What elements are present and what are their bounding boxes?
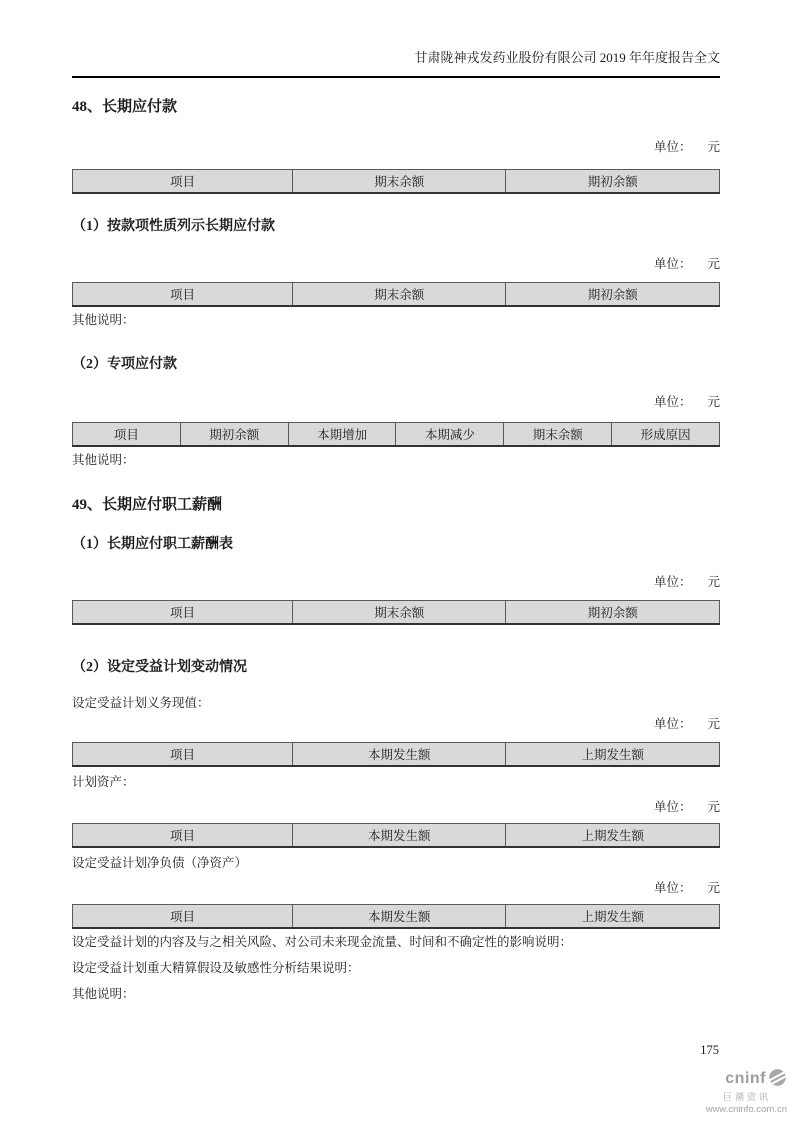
col-header-increase: 本期增加 — [288, 423, 396, 447]
unit-line — [72, 881, 720, 896]
unit-label: 单位： — [653, 881, 692, 895]
unit-label: 单位： — [653, 140, 692, 154]
col-header-ending-balance: 期末余额 — [292, 283, 506, 307]
unit-label: 单位： — [653, 257, 692, 271]
unit-line — [72, 395, 720, 410]
unit-line — [72, 257, 720, 272]
col-header-prior-period: 上期发生额 — [506, 824, 720, 848]
table-payables-by-nature — [72, 282, 720, 307]
table-header-row — [73, 905, 720, 929]
unit-value: 元 — [707, 800, 720, 814]
table-long-term-payables — [72, 169, 720, 194]
col-header-ending-balance: 期末余额 — [292, 601, 506, 625]
col-header-prior-period: 上期发生额 — [506, 905, 720, 929]
unit-value: 元 — [707, 140, 720, 154]
table-long-term-employee-pay — [72, 600, 720, 625]
unit-value: 元 — [707, 395, 720, 409]
col-header-decrease: 本期减少 — [396, 423, 504, 447]
unit-line — [72, 800, 720, 815]
col-header-current-period: 本期发生额 — [292, 905, 506, 929]
col-header-reason: 形成原因 — [612, 423, 720, 447]
table-header-row — [73, 423, 720, 447]
table-header-row — [73, 743, 720, 767]
section-49-sub1-title: （1）长期应付职工薪酬表 — [72, 537, 233, 552]
unit-label: 单位： — [653, 717, 692, 731]
table-header-row — [73, 283, 720, 307]
unit-value: 元 — [707, 717, 720, 731]
col-header-current-period: 本期发生额 — [292, 824, 506, 848]
actuarial-note: 设定受益计划重大精算假设及敏感性分析结果说明： — [72, 961, 360, 975]
unit-value: 元 — [707, 257, 720, 271]
plan-assets-label: 计划资产： — [72, 775, 135, 789]
col-header-item: 项目 — [73, 743, 293, 767]
col-header-item: 项目 — [73, 283, 293, 307]
section-49-sub2-title: （2）设定受益计划变动情况 — [72, 660, 247, 675]
table-special-payables — [72, 422, 720, 447]
unit-label: 单位： — [653, 575, 692, 589]
cninfo-logo — [695, 1068, 787, 1115]
col-header-item: 项目 — [73, 601, 293, 625]
col-header-item: 项目 — [73, 170, 293, 194]
other-note: 其他说明： — [72, 987, 135, 1001]
section-48-sub2-title: （2）专项应付款 — [72, 357, 177, 372]
defined-benefit-obligation-label: 设定受益计划义务现值： — [72, 696, 210, 710]
cninfo-brand-text: cninf — [725, 1070, 766, 1087]
col-header-item: 项目 — [73, 905, 293, 929]
doc-header — [72, 50, 720, 78]
section-49-title: 49、长期应付职工薪酬 — [72, 497, 223, 513]
table-header-row — [73, 601, 720, 625]
col-header-prior-period: 上期发生额 — [506, 743, 720, 767]
unit-line — [72, 717, 720, 732]
unit-label: 单位： — [653, 395, 692, 409]
other-note: 其他说明： — [72, 453, 135, 467]
table-header-row — [73, 824, 720, 848]
table-net-liability — [72, 904, 720, 929]
col-header-current-period: 本期发生额 — [292, 743, 506, 767]
other-note: 其他说明： — [72, 313, 135, 327]
col-header-beginning-balance: 期初余额 — [506, 283, 720, 307]
col-header-beginning-balance: 期初余额 — [180, 423, 288, 447]
doc-header-title: 甘肃陇神戎发药业股份有限公司 2019 年年度报告全文 — [414, 50, 720, 65]
col-header-item: 项目 — [73, 824, 293, 848]
col-header-item: 项目 — [73, 423, 181, 447]
cninfo-logo-brand-row — [695, 1068, 787, 1091]
section-48-sub1-title: （1）按款项性质列示长期应付款 — [72, 219, 275, 234]
unit-label: 单位： — [653, 800, 692, 814]
unit-line — [72, 575, 720, 590]
page-number: 175 — [700, 1043, 719, 1057]
unit-value: 元 — [707, 575, 720, 589]
cninfo-globe-icon — [768, 1068, 787, 1091]
col-header-ending-balance: 期末余额 — [504, 423, 612, 447]
col-header-beginning-balance: 期初余额 — [506, 601, 720, 625]
table-benefit-obligation — [72, 742, 720, 767]
unit-value: 元 — [707, 881, 720, 895]
cninfo-site-name-cn: 巨潮资讯 — [722, 1091, 771, 1102]
net-liability-label: 设定受益计划净负债（净资产） — [72, 856, 248, 870]
section-48-title: 48、长期应付款 — [72, 99, 178, 115]
risk-impact-note: 设定受益计划的内容及与之相关风险、对公司未来现金流量、时间和不确定性的影响说明： — [72, 935, 573, 949]
cninfo-site-url: www.cninfo.com.cn — [705, 1103, 787, 1115]
col-header-beginning-balance: 期初余额 — [506, 170, 720, 194]
col-header-ending-balance: 期末余额 — [292, 170, 506, 194]
unit-line — [72, 140, 720, 155]
table-plan-assets — [72, 823, 720, 848]
table-header-row — [73, 170, 720, 194]
